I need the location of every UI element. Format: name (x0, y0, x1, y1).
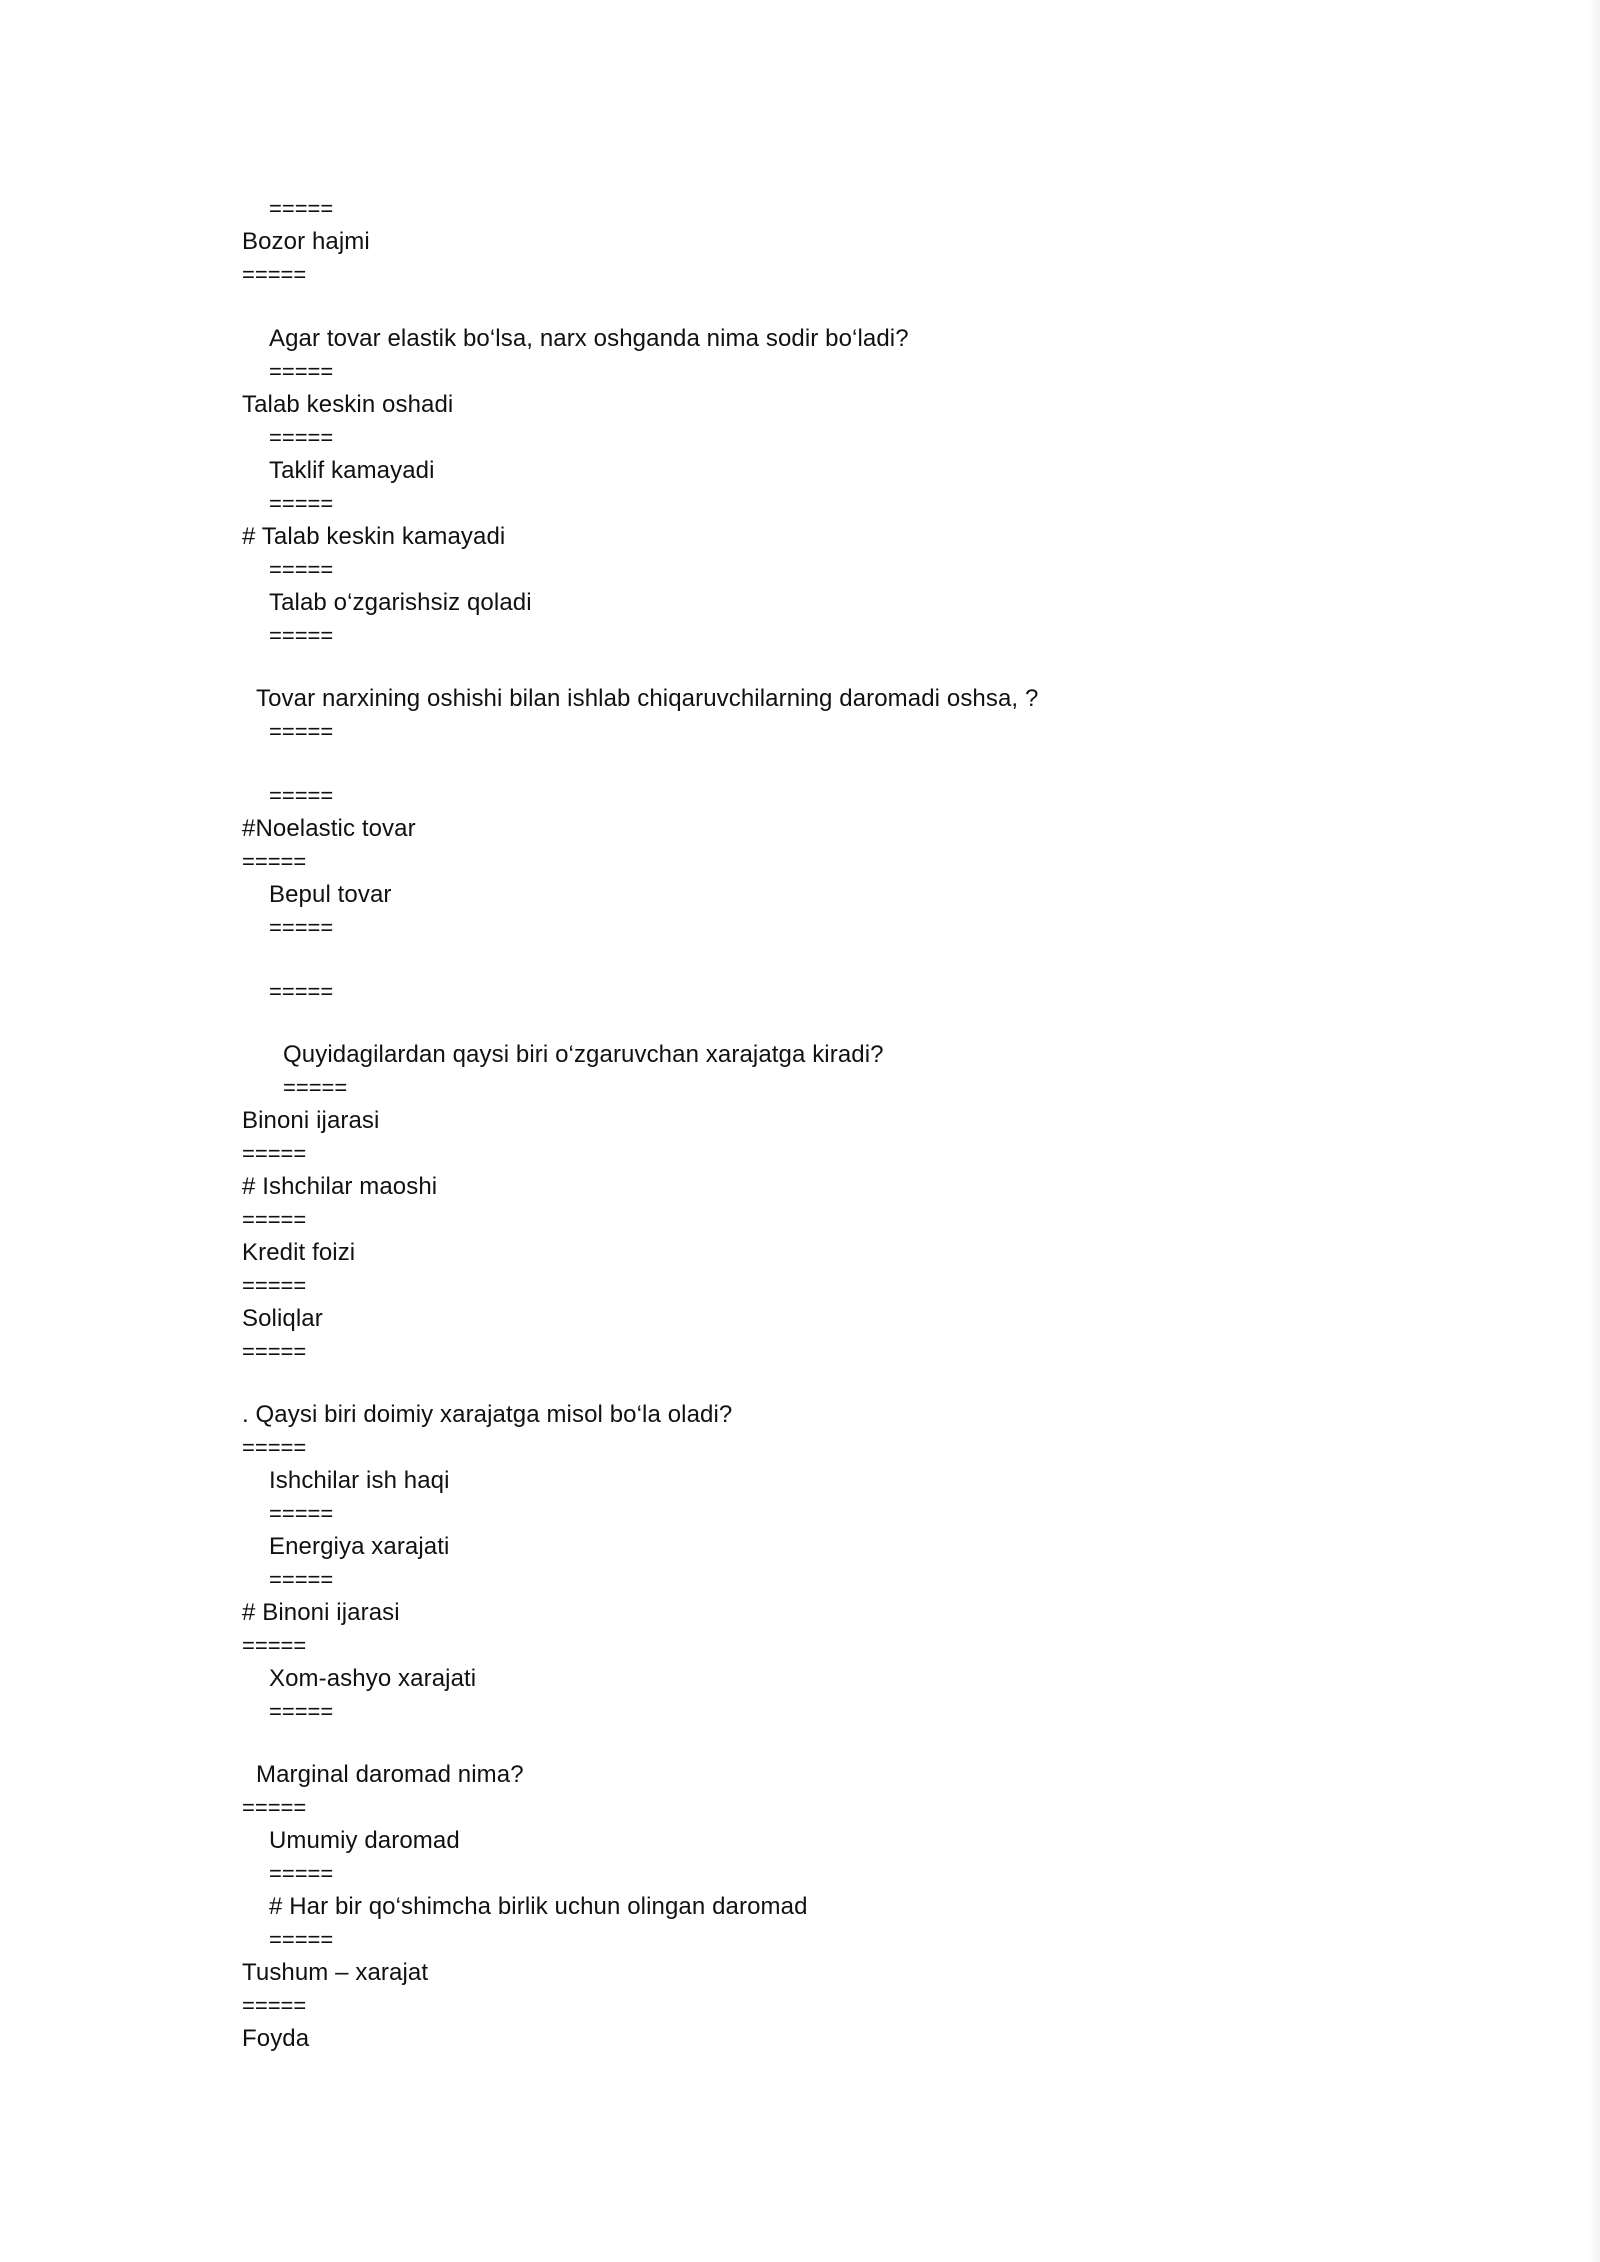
separator: ===== (269, 359, 334, 384)
answer-option: Soliqlar (242, 1305, 323, 1332)
separator: ===== (269, 623, 334, 648)
correct-answer-option: #Noelastic tovar (242, 815, 416, 842)
answer-option: Talab keskin oshadi (242, 391, 454, 418)
separator: ===== (269, 1861, 334, 1886)
correct-answer-option: # Binoni ijarasi (242, 1599, 400, 1626)
question-text: Tovar narxining oshishi bilan ishlab chiqaruvchilarning daromadi oshsa, ? (256, 685, 1039, 712)
separator: ===== (269, 425, 334, 450)
separator: ===== (269, 915, 334, 940)
correct-answer-option: # Har bir qo‘shimcha birlik uchun olingan daromad (269, 1893, 808, 1920)
correct-answer-option: # Ishchilar maoshi (242, 1173, 438, 1200)
answer-option: Bozor hajmi (242, 228, 370, 255)
answer-option: Tushum – xarajat (242, 1959, 429, 1986)
separator: ===== (242, 1207, 307, 1232)
separator: ===== (242, 1141, 307, 1166)
separator: ===== (269, 196, 334, 221)
separator: ===== (269, 783, 334, 808)
separator: ===== (242, 1273, 307, 1298)
question-text: Marginal daromad nima? (256, 1761, 524, 1788)
separator: ===== (269, 491, 334, 516)
answer-option: Ishchilar ish haqi (269, 1467, 450, 1494)
question-text: . Qaysi biri doimiy xarajatga misol bo‘la oladi? (242, 1401, 733, 1428)
answer-option: Xom-ashyo xarajati (269, 1665, 477, 1692)
separator: ===== (269, 557, 334, 582)
separator: ===== (242, 1339, 307, 1364)
separator: ===== (242, 1795, 307, 1820)
answer-option: Energiya xarajati (269, 1533, 450, 1560)
answer-option: Taklif kamayadi (269, 457, 435, 484)
answer-option: Foyda (242, 2025, 310, 2052)
separator: ===== (269, 1699, 334, 1724)
separator: ===== (269, 1501, 334, 1526)
separator: ===== (269, 719, 334, 744)
question-text: Agar tovar elastik bo‘lsa, narx oshganda nima sodir bo‘ladi? (269, 325, 909, 352)
separator: ===== (283, 1075, 348, 1100)
answer-option: Bepul tovar (269, 881, 392, 908)
separator: ===== (242, 1993, 307, 2018)
answer-option: Umumiy daromad (269, 1827, 460, 1854)
answer-option: Kredit foizi (242, 1239, 356, 1266)
separator: ===== (242, 262, 307, 287)
separator: ===== (242, 1633, 307, 1658)
answer-option: Talab o‘zgarishsiz qoladi (269, 589, 532, 616)
separator: ===== (269, 1927, 334, 1952)
page-edge-shadow (1588, 0, 1600, 2262)
separator: ===== (242, 849, 307, 874)
separator: ===== (269, 1567, 334, 1592)
question-text: Quyidagilardan qaysi biri o‘zgaruvchan xarajatga kiradi? (283, 1041, 884, 1068)
answer-option: Binoni ijarasi (242, 1107, 380, 1134)
correct-answer-option: # Talab keskin kamayadi (242, 523, 506, 550)
separator: ===== (269, 979, 334, 1004)
separator: ===== (242, 1435, 307, 1460)
